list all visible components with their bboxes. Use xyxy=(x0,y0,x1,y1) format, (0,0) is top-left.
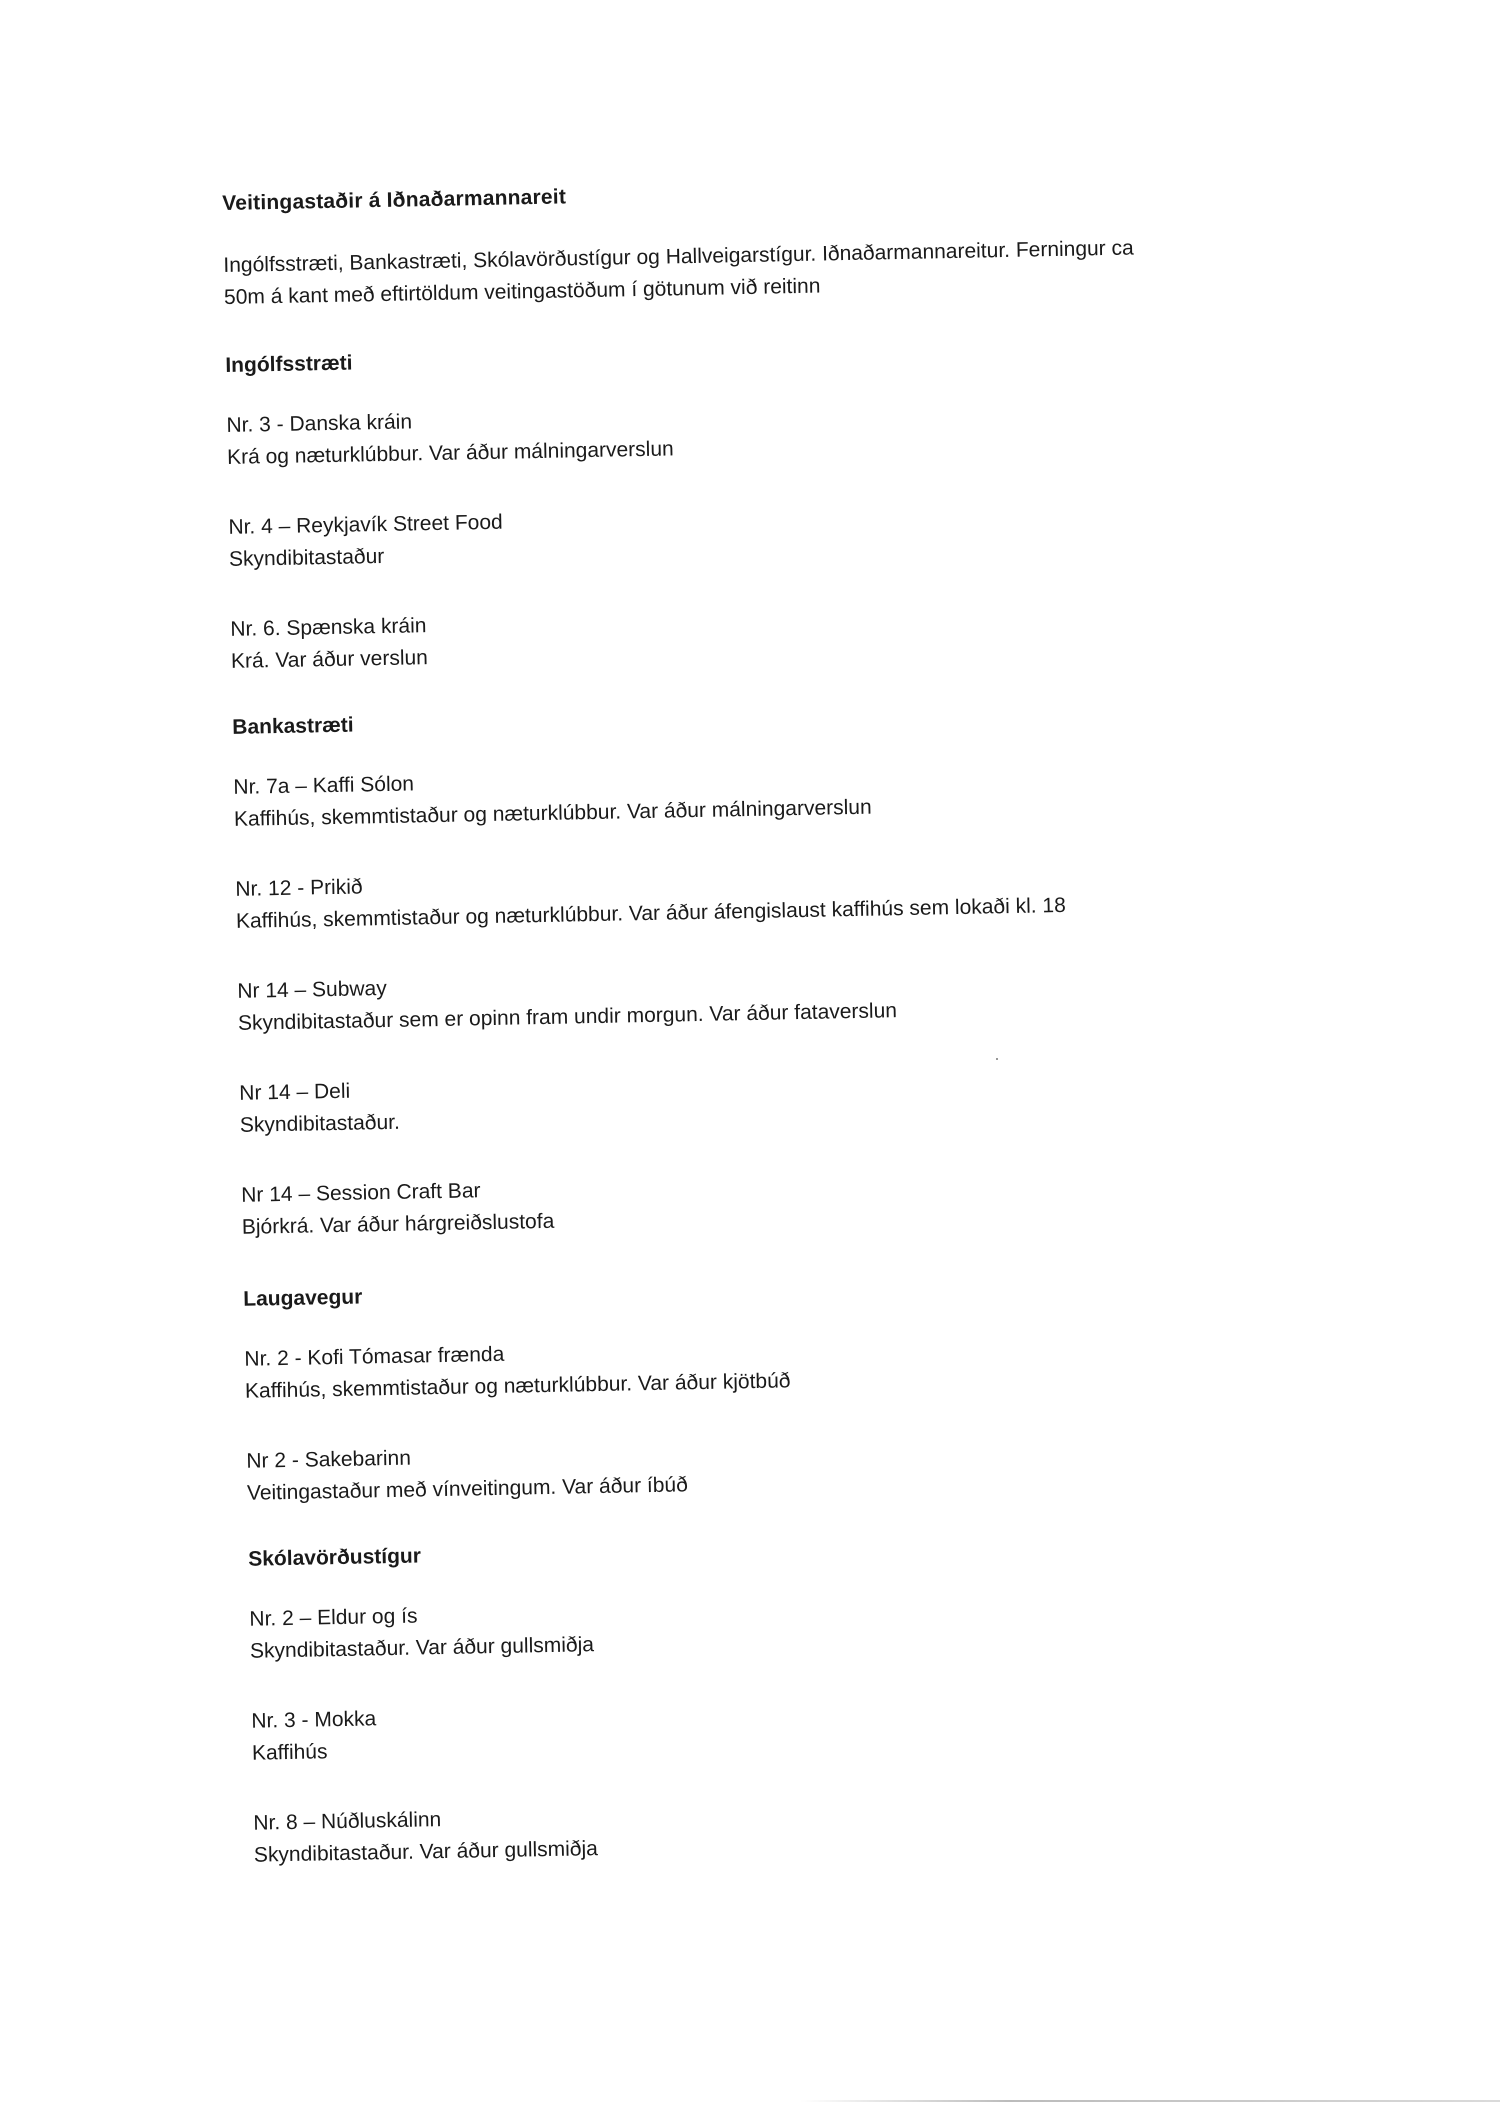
section-bankastraeti xyxy=(232,696,1302,1244)
entry-description: Kaffihús, skemmtistaður og næturklúbbur. Var áður kjötbúð xyxy=(244,1369,791,1403)
section-skolavordustigur xyxy=(248,1527,1314,1871)
list-item xyxy=(235,854,1296,938)
entry-description: Skyndibitastaður. xyxy=(239,1110,401,1137)
list-item xyxy=(237,956,1298,1040)
list-item xyxy=(230,594,1291,678)
document-title: Veitingastaðir á Iðnaðarmannareit xyxy=(222,185,567,215)
section-heading: Ingólfsstræti xyxy=(225,351,353,377)
entry-name: Nr. 6. Spænska kráin xyxy=(230,614,427,641)
entry-name: Nr. 12 - Prikið xyxy=(235,875,363,901)
entry-description: Kaffihús, skemmtistaður og næturklúbbur. Var áður áfengislaust kaffihús sem lokaði kl. 18 xyxy=(235,893,1067,933)
entry-name: Nr. 3 - Danska kráin xyxy=(226,410,413,437)
entry-name: Nr. 4 – Reykjavík Street Food xyxy=(228,510,503,539)
intro-line-2: 50m á kant með eftirtöldum veitingastöðum í götunum við reitinn xyxy=(223,274,821,309)
entry-name: Nr. 2 – Eldur og ís xyxy=(249,1604,418,1631)
section-ingolfsstraeti xyxy=(225,334,1291,678)
document-body xyxy=(222,172,1315,1910)
section-laugavegur xyxy=(243,1267,1307,1509)
scan-edge-line xyxy=(800,2100,1500,2102)
entry-name: Nr. 7a – Kaffi Sólon xyxy=(233,772,415,799)
entry-description: Skyndibitastaður sem er opinn fram undir morgun. Var áður fataverslun xyxy=(237,999,898,1035)
section-heading: Bankastræti xyxy=(232,713,354,739)
list-item xyxy=(239,1057,1300,1141)
entry-name: Nr. 3 - Mokka xyxy=(251,1707,377,1733)
intro-line-1: Ingólfsstræti, Bankastræti, Skólavörðustígur og Hallveigarstígur. Iðnaðarmannareitur. Ferningur ca xyxy=(223,236,1134,277)
list-item xyxy=(228,492,1289,576)
list-item xyxy=(246,1425,1307,1509)
list-item xyxy=(253,1787,1314,1871)
list-item xyxy=(244,1323,1305,1407)
entry-description: Krá. Var áður verslun xyxy=(230,646,429,673)
entry-description: Kaffihús xyxy=(251,1740,328,1765)
entry-name: Nr 14 – Deli xyxy=(239,1079,351,1105)
entry-description: Skyndibitastaður. Var áður gullsmiðja xyxy=(249,1633,595,1663)
entry-description: Skyndibitastaður. Var áður gullsmiðja xyxy=(253,1837,599,1867)
list-item xyxy=(226,390,1287,474)
entry-name: Nr. 8 – Núðluskálinn xyxy=(253,1808,442,1835)
list-item xyxy=(251,1685,1312,1769)
list-item xyxy=(241,1159,1302,1243)
entry-name: Nr 2 - Sakebarinn xyxy=(246,1446,412,1473)
entry-description: Krá og næturklúbbur. Var áður málningarverslun xyxy=(226,437,674,469)
entry-description: Skyndibitastaður xyxy=(228,544,385,571)
list-item xyxy=(249,1583,1310,1667)
entry-name: Nr. 2 - Kofi Tómasar frænda xyxy=(244,1342,505,1371)
section-heading: Laugavegur xyxy=(243,1285,363,1311)
entry-description: Veitingastaður með vínveitingum. Var áður íbúð xyxy=(246,1473,688,1505)
entry-description: Bjórkrá. Var áður hárgreiðslustofa xyxy=(241,1209,555,1239)
list-item xyxy=(233,752,1294,836)
entry-name: Nr 14 – Subway xyxy=(237,976,387,1003)
entry-description: Kaffihús, skemmtistaður og næturklúbbur. Var áður málningarverslun xyxy=(233,795,872,831)
section-heading: Skólavörðustígur xyxy=(248,1544,422,1571)
entry-name: Nr 14 – Session Craft Bar xyxy=(241,1179,481,1207)
scan-speck xyxy=(996,1058,998,1060)
intro-paragraph xyxy=(223,230,1284,314)
